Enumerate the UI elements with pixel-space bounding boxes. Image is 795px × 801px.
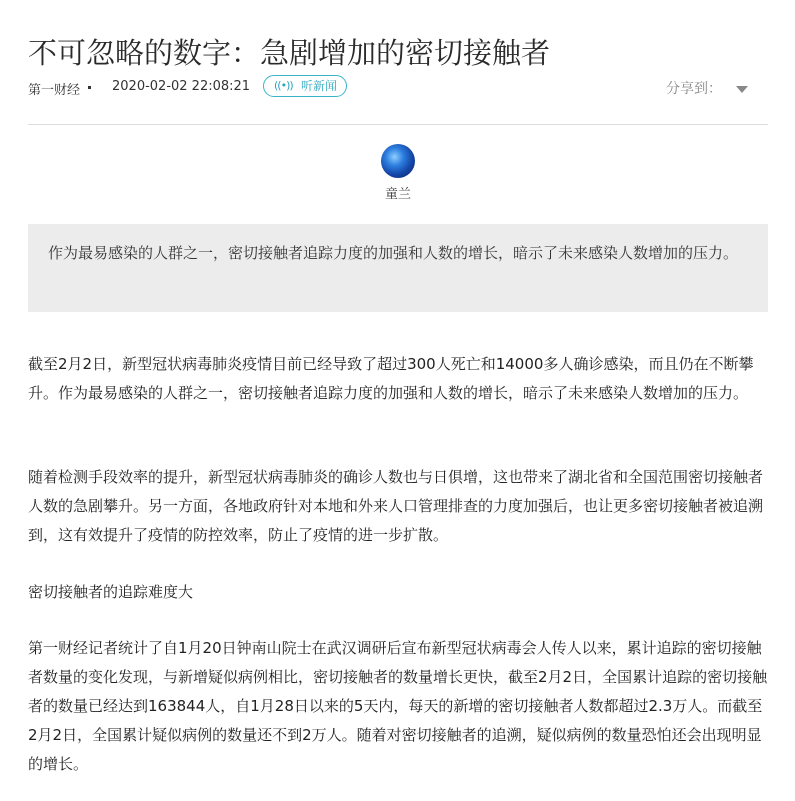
article-source[interactable]: 第一财经 (28, 83, 81, 98)
article-summary: 作为最易感染的人群之一，密切接触者追踪力度的加强和人数的增长，暗示了未来感染人数增加的压力。 (28, 224, 768, 312)
article-meta (28, 74, 768, 100)
publish-time: 2020-02-02 22:08:21 (112, 79, 251, 94)
author-name[interactable]: 童兰 (384, 187, 411, 202)
author-avatar[interactable] (381, 144, 415, 178)
article-paragraph: 随着检测手段效率的提升，新型冠状病毒肺炎的确诊人数也与日俱增，这也带来了湖北省和全国范围密切接触者人数的急剧攀升。另一方面，各地政府针对本地和外来人口管理排查的力度加强后，也让更多密切接触者被追溯到，这有效提升了疫情的防控效率，防止了疫情的进一步扩散。 (28, 468, 764, 544)
article-title: 不可忽略的数字：急剧增加的密切接触者 (28, 36, 551, 71)
listen-news-label: 听新闻 (301, 79, 338, 93)
article-paragraph: 第一财经记者统计了自1月20日钟南山院士在武汉调研后宣布新型冠状病毒会人传人以来，累计追踪的密切接触者数量的变化发现，与新增疑似病例相比，密切接触者的数量增长更快，截至2月2日，全国累计追踪的密切接触者的数量已经达到163844人，自1月28日以来的5天内，每天的新增的密切接触者人数都超过2.3万人。而截至2月2日，全国累计疑似病例的数量还不到2万人。随着对密切接触者的追溯，疑似病例的数量恐怕还会出现明显的增长。 (28, 639, 768, 773)
share-dropdown[interactable] (666, 78, 748, 98)
audio-wave-icon: ((•)) (274, 79, 293, 92)
separator-dot (88, 86, 91, 89)
section-subheading: 密切接触者的追踪难度大 (28, 583, 194, 601)
chevron-down-icon (736, 86, 748, 93)
header-divider (28, 124, 768, 125)
listen-news-button[interactable] (263, 75, 347, 97)
share-label: 分享到： (666, 81, 722, 97)
article-paragraph: 截至2月2日，新型冠状病毒肺炎疫情目前已经导致了超过300人死亡和14000多人确诊感染，而且仍在不断攀升。作为最易感染的人群之一，密切接触者追踪力度的加强和人数的增长，暗示了未来感染人数增加的压力。 (28, 355, 754, 402)
